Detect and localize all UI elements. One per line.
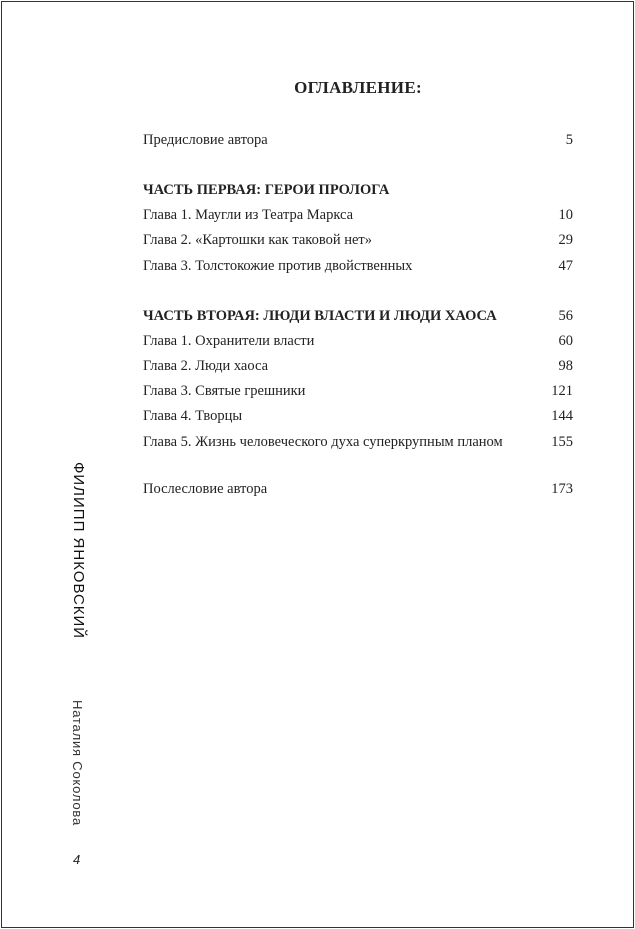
entry-label: ЧАСТЬ ВТОРАЯ: ЛЮДИ ВЛАСТИ И ЛЮДИ ХАОСА (143, 308, 497, 324)
entry-label: Глава 4. Творцы (143, 408, 243, 424)
toc-entry[interactable] (143, 480, 573, 498)
toc-part-heading[interactable] (143, 181, 573, 199)
entry-page: 10 (558, 207, 573, 223)
toc-entry[interactable] (143, 332, 573, 350)
entry-label: Послесловие автора (143, 481, 268, 497)
entry-page: 29 (558, 232, 573, 248)
entry-label: Глава 2. «Картошки как таковой нет» (143, 232, 372, 248)
entry-page: 56 (558, 308, 573, 324)
toc-entry[interactable] (143, 257, 573, 275)
entry-page: 5 (565, 132, 573, 148)
entry-label: Глава 1. Охранители власти (143, 333, 315, 349)
toc-entry[interactable] (143, 131, 573, 149)
running-head-author: ФИЛИПП ЯНКОВСКИЙ (70, 462, 87, 640)
entry-page: 60 (558, 333, 573, 349)
toc-entry[interactable] (143, 231, 573, 249)
entry-page: 155 (551, 434, 573, 450)
entry-page: 173 (551, 481, 573, 497)
toc-title: ОГЛАВЛЕНИЕ: (294, 78, 422, 97)
entry-label: Глава 2. Люди хаоса (143, 358, 269, 374)
entry-page: 144 (551, 408, 573, 424)
toc-entry[interactable] (143, 357, 573, 375)
toc-entry[interactable] (143, 407, 573, 425)
entry-page: 121 (551, 383, 573, 399)
toc-entry[interactable] (143, 433, 573, 451)
entry-label: Глава 1. Маугли из Театра Маркса (143, 207, 354, 223)
toc-entry[interactable] (143, 382, 573, 400)
entry-label: ЧАСТЬ ПЕРВАЯ: ГЕРОИ ПРОЛОГА (143, 182, 390, 198)
toc-part-heading[interactable] (143, 307, 573, 325)
entry-label: Предисловие автора (143, 132, 268, 148)
page-number: 4 (73, 852, 81, 867)
running-head-editor: Наталия Соколова (70, 700, 85, 827)
entry-page: 98 (558, 358, 573, 374)
entry-label: Глава 3. Толстокожие против двойственных (143, 258, 413, 274)
toc-entry[interactable] (143, 206, 573, 224)
entry-label: Глава 5. Жизнь человеческого духа суперкрупным планом (143, 434, 503, 450)
entry-page: 47 (558, 258, 573, 274)
entry-label: Глава 3. Святые грешники (143, 383, 306, 399)
